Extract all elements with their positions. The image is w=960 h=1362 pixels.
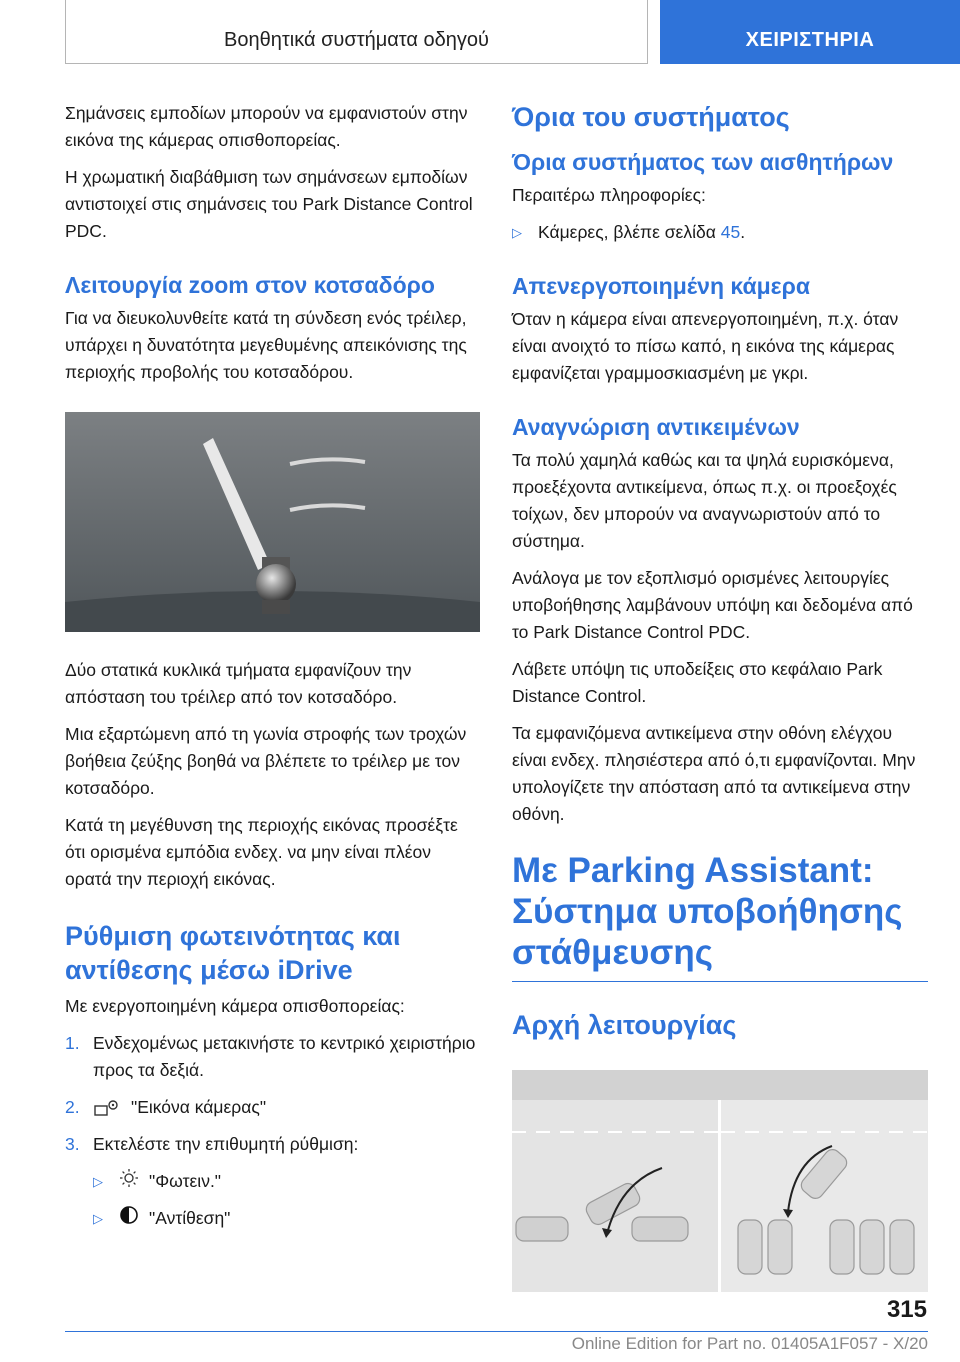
contrast-icon	[119, 1205, 139, 1225]
heading-principle: Αρχή λειτουργίας	[512, 1010, 737, 1040]
heading-system-limits: Όρια του συστήματος	[512, 102, 790, 132]
option-text: "Αντίθεση"	[149, 1208, 231, 1228]
list-item	[65, 1030, 480, 1084]
left-column	[65, 100, 480, 1242]
footer-divider	[65, 1331, 928, 1332]
step-number: 1.	[65, 1033, 80, 1053]
paragraph: Τα εμφανιζόμενα αντικείμενα στην οθόνη ελέγχου είναι ενδεχ. πλησιέστερα από ό,τι εμφανίζονται. Μην υπολογίζετε την απόσταση από τα αντικείμενα στην οθόνη.	[512, 723, 916, 824]
header-chapter-tab: ΧΕΙΡΙΣΤΗΡΙΑ	[660, 0, 960, 64]
paragraph: Η χρωματική διαβάθμιση των σημάνσεων εμποδίων αντιστοιχεί στις σημάνσεις του Park Distance Control PDC.	[65, 167, 473, 241]
paragraph: Σημάνσεις εμποδίων μπορούν να εμφανιστούν στην εικόνα της κάμερας οπισθοπορείας.	[65, 103, 468, 150]
bullet: ▷	[93, 1211, 103, 1226]
page-reference-link[interactable]: 45	[720, 222, 741, 242]
header-section-title: Βοηθητικά συστήματα οδηγού	[65, 0, 648, 64]
paragraph: Λάβετε υπόψη τις υποδείξεις στο κεφάλαιο Park Distance Control.	[512, 659, 883, 706]
option-text: "Φωτειν."	[149, 1171, 222, 1191]
paragraph: Τα πολύ χαμηλά καθώς και τα ψηλά ευρισκόμενα, προεξέχοντα αντικείμενα, όπως π.χ. οι προεξοχές τοίχων, δεν μπορούν να αναγνωριστούν από το σύστημα.	[512, 450, 897, 551]
camera-settings-icon	[93, 1097, 121, 1119]
paragraph: Ανάλογα με τον εξοπλισμό ορισμένες λειτουργίες υποβοήθησης λαμβάνουν υπόψη και δεδομένα από το Park Distance Control PDC.	[512, 568, 913, 642]
bullet: ▷	[512, 225, 522, 240]
right-column	[512, 100, 928, 1297]
paragraph: Κατά τη μεγέθυνση της περιοχής εικόνας προσέξτε ότι ορισμένα εμπόδια ενδεχ. να μην είναι πλέον ορατά την περιοχή εικόνας.	[65, 815, 458, 889]
step-number: 2.	[65, 1097, 80, 1117]
step-number: 3.	[65, 1134, 80, 1154]
heading-parking-assistant: Με Parking Assistant: Σύστημα υποβοήθησης στάθμευσης	[512, 850, 928, 982]
reference-text: Κάμερες, βλέπε σελίδα	[538, 222, 716, 242]
bullet: ▷	[93, 1174, 103, 1189]
trailer-hitch-zoom-image	[65, 412, 480, 632]
step-text: "Εικόνα κάμερας"	[131, 1097, 267, 1117]
step-text: Εκτελέστε την επιθυμητή ρύθμιση:	[93, 1134, 359, 1154]
step-text: Ενδεχομένως μετακινήστε το κεντρικό χειριστήριο προς τα δεξιά.	[93, 1033, 476, 1080]
paragraph: Μια εξαρτώμενη από τη γωνία στροφής των τροχών βοήθεια ζεύξης βοηθά να βλέπετε το τρέιλερ με τον κοτσαδόρο.	[65, 724, 467, 798]
reference-end: .	[740, 222, 746, 242]
list-item	[65, 1094, 480, 1121]
list-item	[65, 1205, 480, 1232]
edition-note: Online Edition for Part no. 01405A1F057 - X/20	[571, 1334, 928, 1353]
brightness-icon	[119, 1168, 139, 1188]
list-item	[512, 219, 928, 246]
heading-zoom: Λειτουργία zoom στον κοτσαδόρο	[65, 272, 435, 298]
paragraph: Δύο στατικά κυκλικά τμήματα εμφανίζουν την απόσταση του τρέιλερ από τον κοτσαδόρο.	[65, 660, 412, 707]
paragraph: Με ενεργοποιημένη κάμερα οπισθοπορείας:	[65, 996, 405, 1016]
paragraph: Για να διευκολυνθείτε κατά τη σύνδεση ενός τρέιλερ, υπάρχει η δυνατότητα μεγεθυμένης απεικόνισης της περιοχής προβολής του κοτσαδόρου.	[65, 308, 467, 382]
list-item	[65, 1168, 480, 1195]
list-item	[65, 1131, 480, 1158]
heading-sensor-limits: Όρια συστήματος των αισθητήρων	[512, 149, 894, 175]
heading-brightness: Ρύθμιση φωτεινότητας και αντίθεσης μέσω iDrive	[65, 921, 401, 985]
page-number: 315	[886, 1296, 927, 1323]
heading-object-detection: Αναγνώριση αντικειμένων	[512, 414, 800, 440]
parking-principle-image	[512, 1070, 928, 1292]
heading-camera-disabled: Απενεργοποιημένη κάμερα	[512, 273, 810, 299]
paragraph: Περαιτέρω πληροφορίες:	[512, 185, 706, 205]
paragraph: Όταν η κάμερα είναι απενεργοποιημένη, π.χ. όταν είναι ανοιχτό το πίσω καπό, η εικόνα της κάμερας εμφανίζεται γραμμοσκιασμένη με γκρι.	[512, 309, 899, 383]
